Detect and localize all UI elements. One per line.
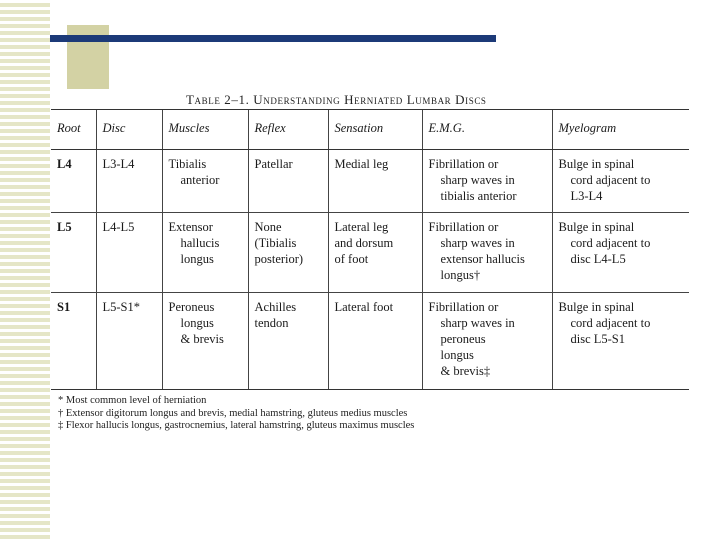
header-sensation: Sensation [328,110,422,150]
muscles-cell [162,212,248,292]
sensation-cell [328,292,422,389]
cell-line: sharp waves in [440,173,515,187]
header-reflex: Reflex [248,110,328,150]
cell-line: longus [440,347,474,362]
root-cell: S1 [51,292,96,389]
cell-line: sharp waves in [440,315,515,330]
cell-line: sharp waves in [440,235,515,250]
footnote: ‡ Flexor hallucis longus, gastrocnemius, lateral hamstring, gluteus maximus muscles [58,420,415,431]
cell-line: Patellar [254,157,293,171]
header-row [51,110,689,150]
footnote: * Most common level of herniation [58,395,207,406]
cell-line: cord adjacent to [570,173,651,187]
cell-line: Peroneus [168,299,215,314]
cell-line: extensor hallucis [440,251,525,266]
reflex-cell [248,292,328,389]
emg-cell [422,150,552,213]
cell-line: Achilles [254,299,297,314]
footnote: † Extensor digitorum longus and brevis, medial hamstring, gluteus medius muscles [58,407,408,419]
sensation-cell [328,212,422,292]
cell-line: Bulge in spinal [558,219,635,234]
table-title: Table 2–1. Understanding Herniated Lumbar Discs [186,92,487,107]
root-cell: L4 [51,150,96,213]
cell-line: Fibrillation or [428,219,499,234]
accent-bar [50,35,496,42]
cell-line: Lateral foot [334,299,394,314]
footnotes [58,395,414,433]
header-emg: E.M.G. [422,110,552,150]
cell-line: L3-L4 [570,189,603,203]
cell-line: & brevis‡ [440,363,491,378]
table-row [51,212,689,292]
cell-line: Lateral leg [334,219,389,234]
sensation-cell [328,150,422,213]
cell-line: and dorsum [334,235,394,250]
cell-line: hallucis [180,235,220,250]
cell-line: Tibialis [168,157,207,171]
myelogram-cell [552,212,689,292]
muscles-cell [162,150,248,213]
header-muscles: Muscles [162,110,248,150]
table-row [51,292,689,389]
cell-line: tibialis anterior [440,189,517,203]
header-disc: Disc [96,110,162,150]
cell-line: tendon [254,315,289,330]
cell-line: of foot [334,251,369,266]
header-root: Root [51,110,96,150]
cell-line: longus† [440,267,481,282]
cell-line: anterior [180,173,220,187]
myelogram-cell [552,150,689,213]
cell-line: longus [180,251,214,266]
header-myelogram: Myelogram [552,110,689,150]
emg-cell [422,212,552,292]
reflex-cell [248,212,328,292]
cell-line: disc L5-S1 [570,331,626,346]
myelogram-cell [552,292,689,389]
decorative-stripes [0,0,50,540]
cell-line: cord adjacent to [570,235,651,250]
disc-cell: L3-L4 [96,150,162,213]
cell-line: Bulge in spinal [558,157,635,171]
disc-cell: L5-S1* [96,292,162,389]
cell-line: Fibrillation or [428,299,499,314]
cell-line: posterior) [254,251,304,266]
cell-line: peroneus [440,331,486,346]
cell-line: cord adjacent to [570,315,651,330]
cell-line: disc L4-L5 [570,251,626,266]
root-cell: L5 [51,212,96,292]
cell-line: Bulge in spinal [558,299,635,314]
cell-line: & brevis [180,331,224,346]
cell-line: None [254,219,282,234]
cell-line: Medial leg [334,157,389,171]
disc-cell: L4-L5 [96,212,162,292]
emg-cell [422,292,552,389]
cell-line: Extensor [168,219,213,234]
table-row [51,150,689,213]
reflex-cell [248,150,328,213]
muscles-cell [162,292,248,389]
cell-line: Fibrillation or [428,157,499,171]
cell-line: longus [180,315,214,330]
herniated-disc-table [51,109,689,390]
cell-line: (Tibialis [254,235,297,250]
